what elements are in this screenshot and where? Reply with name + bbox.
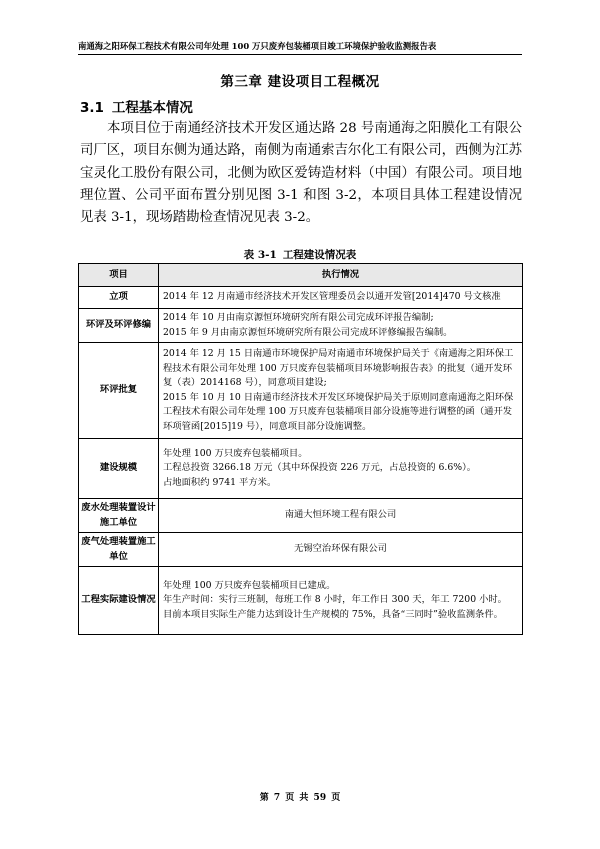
row-content <box>159 567 523 635</box>
header-execution: 执行情况 <box>159 264 523 287</box>
header-divider <box>78 54 522 55</box>
section-title-text: 工程基本情况 <box>111 100 193 116</box>
row-label: 立项 <box>79 287 159 309</box>
section-heading <box>80 96 193 116</box>
row-content-line: 2015 年 9 月由南京源恒环境研究所有限公司完成环评修编报告编制。 <box>163 326 453 338</box>
row-content-line: 2014 年 12 月南通市经济技术开发区管理委员会以通开发管[2014]470 号文核准 <box>163 291 501 303</box>
table-row <box>79 439 523 499</box>
row-label: 废水处理装置设计施工单位 <box>79 499 159 533</box>
row-content <box>159 499 523 533</box>
row-content-line: 占地面积约 9741 平方米。 <box>163 476 277 488</box>
table-row <box>79 499 523 533</box>
table-header-row <box>79 264 523 287</box>
table-row <box>79 343 523 439</box>
row-label: 环评批复 <box>79 343 159 439</box>
project-info-table <box>78 263 523 635</box>
chapter-title: 第三章 建设项目工程概况 <box>220 74 380 90</box>
body-paragraph: 本项目位于南通经济技术开发区通达路 28 号南通海之阳膜化工有限公司厂区，项目东侧为通达路，南侧为南通索吉尔化工有限公司，西侧为江苏宝灵化工股份有限公司，北侧为欧区爱铸造材料（中国）有限公司。项目地理位置、公司平面布置分别见图 3-1 和图 3-2，本项目具体工程建设情况见表 3-1，现场踏勘检查情况见表 3-2。 <box>80 121 522 226</box>
section-number: 3.1 <box>80 100 104 116</box>
row-content-line: 2014 年 12 月 15 日南通市环境保护局对南通市环境保护局关于《南通海之阳环保工程技术有限公司年处理 100 万只废弃包装桶项目环境影响报告表》的批复（通开发环复（表）2014168 号），同意项目建设; <box>163 348 514 388</box>
row-content <box>159 287 523 309</box>
running-header: 南通海之阳环保工程技术有限公司年处理 100 万只废弃包装桶项目竣工环境保护验收监测报告表 <box>78 41 437 51</box>
table-row <box>79 567 523 635</box>
page-footer: 第 7 页 共 59 页 <box>259 793 341 803</box>
table-caption-title: 工程建设情况表 <box>282 249 357 261</box>
row-label: 废气处理装置施工单位 <box>79 533 159 567</box>
row-content <box>159 533 523 567</box>
row-label: 环评及环评修编 <box>79 309 159 343</box>
table-body <box>79 287 523 635</box>
row-content-line: 2014 年 10 月由南京源恒环境研究所有限公司完成环评报告编制; <box>163 312 434 323</box>
table-row <box>79 533 523 567</box>
row-content-line: 目前本项目实际生产能力达到设计生产规模的 75%，具备“三同时”验收监测条件。 <box>163 608 503 620</box>
row-label: 建设规模 <box>79 439 159 499</box>
table-row <box>79 309 523 343</box>
row-content-line: 2015 年 10 月 10 日南通市经济技术开发区环境保护局关于原则同意南通海之阳环保工程技术有限公司年处理 100 万只废弃包装桶项目部分设施等进行调整的函（通开发环项管函[2015]19 号），同意项目部分设施调整。 <box>163 391 514 432</box>
row-content-line: 年处理 100 万只废弃包装桶项目。 <box>163 447 308 459</box>
row-content-line: 无锡空治环保有限公司 <box>294 543 387 555</box>
row-content-line: 年处理 100 万只废弃包装桶项目已建成。 <box>163 579 336 591</box>
table-row <box>79 287 523 309</box>
row-content <box>159 309 523 343</box>
row-label: 工程实际建设情况 <box>79 567 159 635</box>
table-caption <box>0 247 600 262</box>
row-content-line: 年生产时间：实行三班制，每班工作 8 小时，年工作日 300 天，年工 7200 小时。 <box>163 594 507 606</box>
header-item: 项目 <box>79 264 159 287</box>
table-caption-number: 表 3-1 <box>243 249 277 261</box>
row-content-line: 南通大恒环境工程有限公司 <box>284 509 397 521</box>
row-content-line: 工程总投资 3266.18 万元（其中环保投资 226 万元，占总投资的 6.6%）。 <box>163 462 477 474</box>
row-content <box>159 343 523 439</box>
row-content <box>159 439 523 499</box>
